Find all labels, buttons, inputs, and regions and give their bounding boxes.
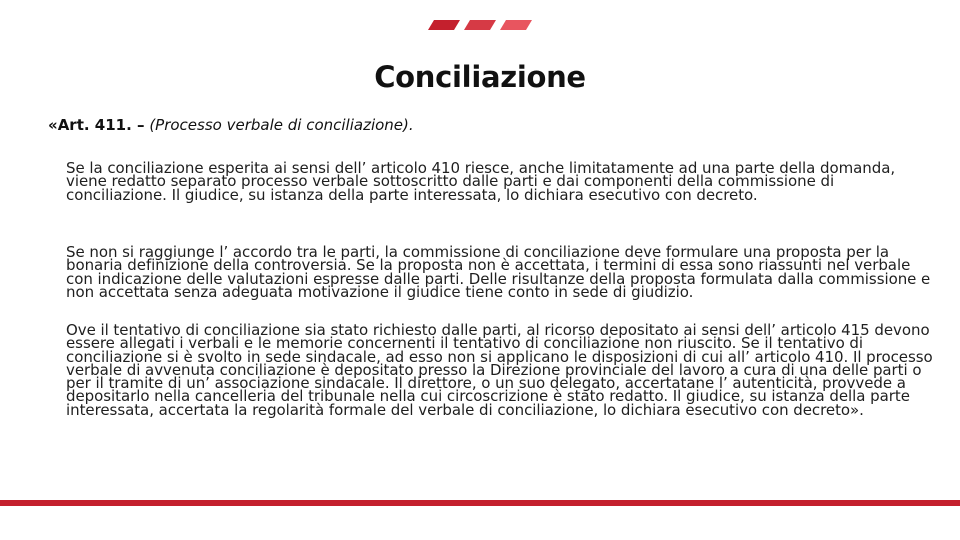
article-number: «Art. 411. – (48, 116, 145, 134)
header-accent-stripes (424, 20, 534, 30)
accent-stripe-3 (500, 20, 532, 30)
paragraph-3: Ove il tentativo di conciliazione sia stato richiesto dalle parti, al ricorso depositato ai sensi dell’ articolo 415 devono essere allegati i verbali e le memorie concernenti il tentativo di conciliazione non riuscito. Se il tentativo di conciliazione si è svolto in sede sindacale, ad esso non si applicano le disposizioni di cui all’ articolo 410. Il processo verbale di avvenuta conciliazione è depositato presso la Direzione provinciale del lavoro a cura di una delle parti o per il tramite di un’ associazione sindacale. Il direttore, o un suo delegato, accertatane l’ autenticità, provvede a depositarlo nella cancelleria del tribunale nella cui circoscrizione è stato redatto. Il giudice, su istanza della parte interessata, accertata la regolarità formale del verbale di conciliazione, lo dichiara esecutivo con decreto». (66, 321, 933, 419)
article-subtitle: (Processo verbale di conciliazione). (149, 116, 414, 134)
paragraph-2: Se non si raggiunge l’ accordo tra le parti, la commissione di conciliazione deve formulare una proposta per la bonaria definizione della controversia. Se la proposta non è accettata, i termini di essa sono riassunti nel verbale con indicazione delle valutazioni espresse dalle parti. Delle risultanze della proposta formulata dalla commissione e non accettata senza adeguata motivazione il giudice tiene conto in sede di giudizio. (66, 243, 931, 301)
accent-stripe-1 (428, 20, 460, 30)
accent-stripe-2 (464, 20, 496, 30)
slide-title: Conciliazione (374, 60, 586, 94)
footer-bar (0, 500, 960, 506)
article-heading (48, 116, 414, 134)
paragraph-1: Se la conciliazione esperita ai sensi dell’ articolo 410 riesce, anche limitatamente ad una parte della domanda, viene redatto separato processo verbale sottoscritto dalle parti e dai componenti della commissione di conciliazione. Il giudice, su istanza della parte interessata, lo dichiara esecutivo con decreto. (66, 159, 896, 204)
